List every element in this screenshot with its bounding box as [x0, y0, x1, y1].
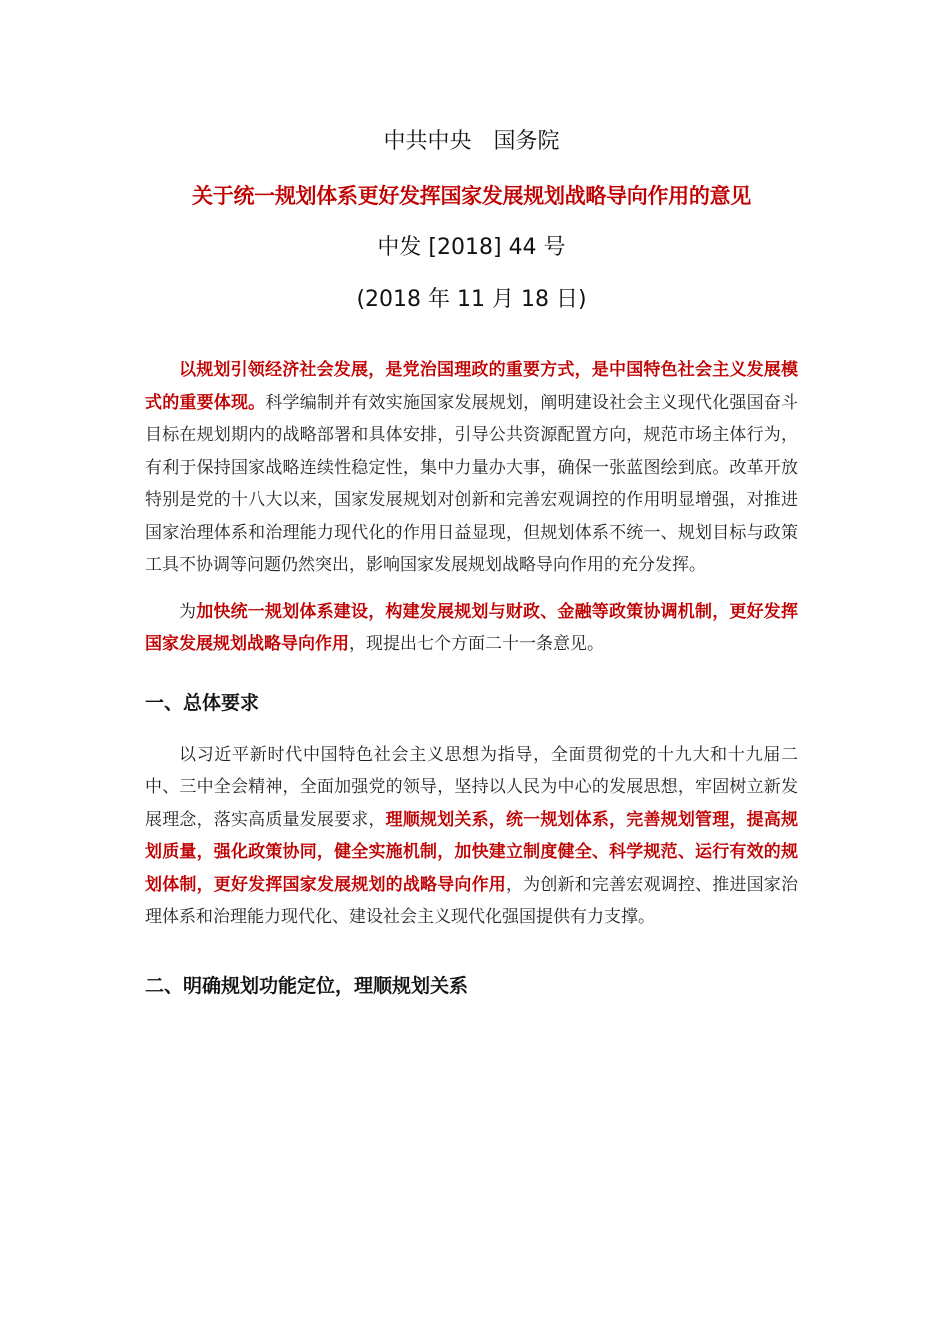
issuer-line: 中共中央 国务院: [383, 129, 560, 154]
section-heading-1: 一、总体要求: [145, 691, 260, 714]
intro-suffix-2: ，现提出七个方面二十一条意见。: [349, 634, 604, 654]
intro-highlight-2: 加快统一规划体系建设，构建发展规划与财政、金融等政策协调机制，更好发挥国家发展规划战略导向作用: [145, 601, 799, 654]
document-title: 关于统一规划体系更好发挥国家发展规划战略导向作用的意见: [192, 184, 751, 208]
document-date: (2018 年 11 月 18 日): [356, 287, 587, 312]
intro-highlight-1: 以规划引领经济社会发展，是党治国理政的重要方式，是中国特色社会主义发展模式的重要体现。: [145, 360, 798, 413]
section-heading-2: 二、明确规划功能定位，理顺规划关系: [145, 974, 469, 997]
section1-text-suffix: ，为创新和完善宏观调控、推进国家治理体系和治理能力现代化、建设社会主义现代化强国提供有力支撑。: [145, 874, 799, 927]
intro-paragraph-1: [145, 354, 798, 582]
section1-highlight: 理顺规划关系，统一规划体系，完善规划管理，提高规划质量，强化政策协同，健全实施机制，加快建立制度健全、科学规范、运行有效的规划体制，更好发挥国家发展规划的战略导向作用: [145, 809, 799, 895]
intro-prefix-2: 为: [179, 601, 197, 622]
intro-text-1: 科学编制并有效实施国家发展规划，阐明建设社会主义现代化强国奋斗目标在规划期内的战略部署和具体安排，引导公共资源配置方向，规范市场主体行为，有利于保持国家战略连续性稳定性，集中力量办大事，确保一张蓝图绘到底。改革开放特别是党的十八大以来，国家发展规划对创新和完善宏观调控的作用明显增强，对推进国家治理体系和治理能力现代化的作用日益显现，但规划体系不统一、规划目标与政策工具不协调等问题仍然突出，影响国家发展规划战略导向作用的充分发挥。: [145, 392, 799, 575]
section1-text-prefix: 以习近平新时代中国特色社会主义思想为指导，全面贯彻党的十九大和十九届二中、三中全会精神，全面加强党的领导，坚持以人民为中心的发展思想，牢固树立新发展理念，落实高质量发展要求，: [145, 744, 798, 830]
document-number: 中发 [2018] 44 号: [377, 235, 566, 260]
section1-paragraph: [145, 739, 798, 934]
intro-paragraph-2: [145, 596, 798, 661]
